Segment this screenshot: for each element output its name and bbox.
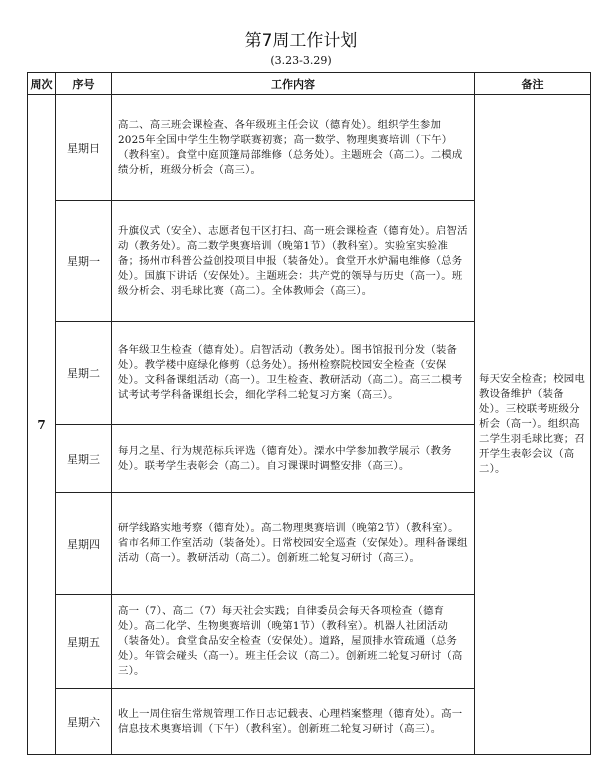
day-content: 高一（7）、高二（7）每天社会实践；自律委员会每天各项检查（德育处）。高二化学、生物奥赛培训（晚第1节）（教科室）。机器人社团活动（装备处）。食堂食品安全检查（安保处）。道路，屋顶排水管疏通（总务处）。年管会碰头（高一）。班主任会议（高二）。创新班二轮复习研讨（高三）。: [112, 595, 475, 689]
work-plan-table: [27, 72, 591, 755]
day-label: 星期三: [56, 425, 112, 493]
day-label: 星期四: [56, 493, 112, 595]
notes-cell: 每天安全检查；校园电教设备维护（装备处）。三校联考班级分析会（高一）。组织高二学生羽毛球比赛；召开学生表彰会议（高二）。: [475, 95, 591, 755]
day-label: 星期六: [56, 689, 112, 755]
page-title: 第7周工作计划: [244, 31, 358, 51]
header-week: 周次: [28, 73, 56, 95]
date-range: (3.23-3.29): [270, 54, 332, 67]
day-label: 星期一: [56, 201, 112, 322]
header-seq: 序号: [56, 73, 112, 95]
header-notes: 备注: [475, 73, 591, 95]
day-content: 各年级卫生检查（德育处）。启智活动（教务处）。图书馆报刊分发（装备处）。教学楼中庭绿化修剪（总务处）。扬州检察院校园安全检查（安保处）。文科备课组活动（高一）。卫生检查、教研活动（高二）。高三二模考试考试考学科备课组长会，细化学科二轮复习方案（高三）。: [112, 322, 475, 425]
table-header-row: [28, 73, 591, 95]
day-label: 星期五: [56, 595, 112, 689]
day-content: 研学线路实地考察（德育处）。高二物理奥赛培训（晚第2节）（教科室）。省市名师工作室活动（装备处）。日常校园安全巡查（安保处）。理科备课组活动（高一）。教研活动（高二）。创新班二轮复习研讨（高三）。: [112, 493, 475, 595]
day-content: 高二、高三班会课检查、各年级班主任会议（德育处）。组织学生参加2025年全国中学生生物学联赛初赛；高一数学、物理奥赛培训（下午）（教科室）。食堂中庭顶篷局部维修（总务处）。主题班会（高二）。二模成绩分析，班级分析会（高三）。: [112, 95, 475, 201]
day-label: 星期日: [56, 95, 112, 201]
day-label: 星期二: [56, 322, 112, 425]
day-content: 收上一周住宿生常规管理工作日志记载表、心理档案整理（德育处）。高一信息技术奥赛培训（下午）（教科室）。创新班二轮复习研讨（高三）。: [112, 689, 475, 755]
week-number: 7: [28, 95, 56, 755]
table-row: [28, 95, 591, 201]
day-content: 升旗仪式（安全）、志愿者包干区打扫、高一班会课检查（德育处）。启智活动（教务处）。高二数学奥赛培训（晚第1节）（教科室）。实验室实验准备；扬州市科普公益创投项目申报（装备处）。食堂开水炉漏电维修（总务处）。国旗下讲话（安保处）。主题班会：共产党的领导与历史（高一）。班级分析会、羽毛球比赛（高二）。全体教师会（高三）。: [112, 201, 475, 322]
day-content: 每月之星、行为规范标兵评选（德育处）。溧水中学参加教学展示（教务处）。联考学生表彰会（高二）。自习课课时调整安排（高三）。: [112, 425, 475, 493]
header-content: 工作内容: [112, 73, 475, 95]
